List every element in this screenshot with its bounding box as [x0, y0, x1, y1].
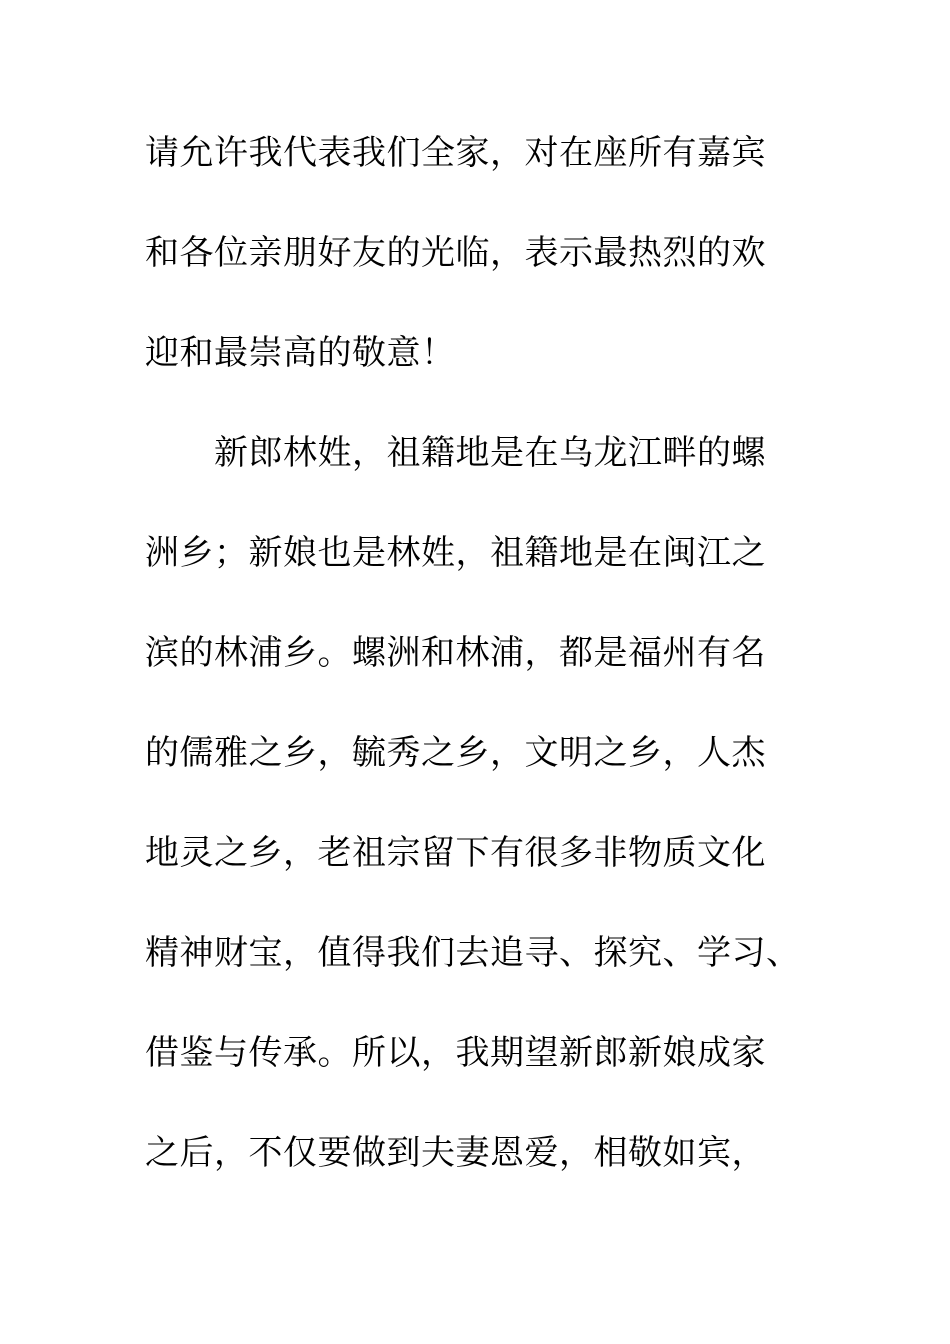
- text-line: 请允许我代表我们全家，对在座所有嘉宾: [145, 133, 766, 173]
- text-line: 地灵之乡，老祖宗留下有很多非物质文化: [145, 833, 766, 873]
- text-line: 精神财宝，值得我们去追寻、探究、学习、: [145, 933, 801, 973]
- paragraph-start-line: 新郎林姓，祖籍地是在乌龙江畔的螺: [214, 433, 766, 473]
- text-line: 迎和最崇高的敬意！: [145, 333, 456, 373]
- text-line: 洲乡；新娘也是林姓，祖籍地是在闽江之: [145, 533, 766, 573]
- text-line: 借鉴与传承。所以，我期望新郎新娘成家: [145, 1033, 766, 1073]
- text-line: 和各位亲朋好友的光临，表示最热烈的欢: [145, 233, 766, 273]
- text-line: 的儒雅之乡，毓秀之乡，文明之乡，人杰: [145, 733, 766, 773]
- text-line: 之后，不仅要做到夫妻恩爱，相敬如宾，: [145, 1133, 766, 1173]
- text-line: 滨的林浦乡。螺洲和林浦，都是福州有名: [145, 633, 766, 673]
